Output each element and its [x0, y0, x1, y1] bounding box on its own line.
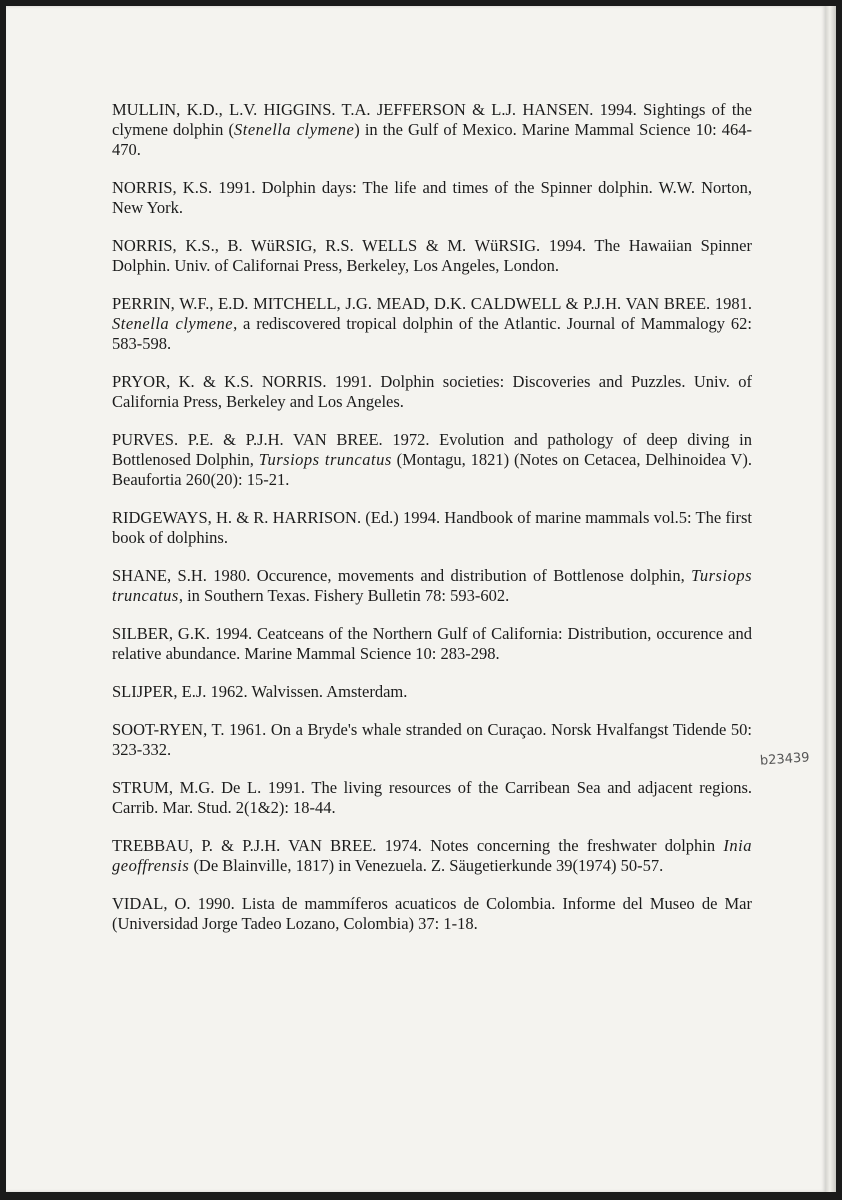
reference-entry [112, 778, 752, 818]
species-name: Tursiops truncatus [112, 566, 752, 605]
reference-text: PURVES. P.E. & P.J.H. VAN BREE. 1972. Evolution and pathology of deep diving in Bottlenosed Dolphin, [112, 430, 752, 469]
reference-entry [112, 236, 752, 276]
reference-list [112, 100, 752, 952]
reference-text: SOOT-RYEN, T. 1961. On a Bryde's whale stranded on Curaçao. Norsk Hvalfangst Tidende 50: 323-332. [112, 720, 752, 759]
reference-entry [112, 894, 752, 934]
reference-text: RIDGEWAYS, H. & R. HARRISON. (Ed.) 1994. Handbook of marine mammals vol.5: The first book of dolphins. [112, 508, 752, 547]
reference-entry [112, 720, 752, 760]
reference-entry [112, 430, 752, 490]
reference-text: NORRIS, K.S. 1991. Dolphin days: The life and times of the Spinner dolphin. W.W. Norton, New York. [112, 178, 752, 217]
reference-text: SILBER, G.K. 1994. Ceatceans of the Northern Gulf of California: Distribution, occurence and relative abundance. Marine Mammal Science 10: 283-298. [112, 624, 752, 663]
reference-entry [112, 178, 752, 218]
reference-entry [112, 508, 752, 548]
reference-entry [112, 372, 752, 412]
reference-entry [112, 682, 752, 702]
page-edge [826, 6, 836, 1192]
reference-text: PRYOR, K. & K.S. NORRIS. 1991. Dolphin societies: Discoveries and Puzzles. Univ. of California Press, Berkeley and Los Angeles. [112, 372, 752, 411]
handwritten-annotation: b23439 [759, 750, 811, 769]
species-name: Tursiops truncatus [258, 450, 392, 469]
reference-text: SLIJPER, E.J. 1962. Walvissen. Amsterdam. [112, 682, 408, 701]
reference-entry [112, 624, 752, 664]
reference-text: TREBBAU, P. & P.J.H. VAN BREE. 1974. Notes concerning the freshwater dolphin [112, 836, 724, 855]
reference-text-end: ) in the Gulf of Mexico. Marine Mammal Science 10: 464-470. [112, 120, 752, 159]
species-name: Inia geoffrensis [112, 836, 752, 875]
reference-text: STRUM, M.G. De L. 1991. The living resources of the Carribean Sea and adjacent regions. Carrib. Mar. Stud. 2(1&2): 18-44. [112, 778, 752, 817]
reference-text-end: , in Southern Texas. Fishery Bulletin 78: 593-602. [178, 586, 510, 605]
reference-text: VIDAL, O. 1990. Lista de mammíferos acuaticos de Colombia. Informe del Museo de Mar (Universidad Jorge Tadeo Lozano, Colombia) 37: 1-18. [112, 894, 752, 933]
reference-text: SHANE, S.H. 1980. Occurence, movements and distribution of Bottlenose dolphin, [112, 566, 692, 585]
reference-text: MULLIN, K.D., L.V. HIGGINS. T.A. JEFFERSON & L.J. HANSEN. 1994. Sightings of the clymene dolphin ( [112, 100, 752, 139]
reference-text: NORRIS, K.S., B. WüRSIG, R.S. WELLS & M. WüRSIG. 1994. The Hawaiian Spinner Dolphin. Univ. of Californai Press, Berkeley, Los Angeles, London. [112, 236, 752, 275]
species-name: Stenella clymene [112, 314, 234, 333]
reference-text-end: (Montagu, 1821) (Notes on Cetacea, Delhinoidea V). Beaufortia 260(20): 15-21. [112, 450, 753, 489]
reference-text-end: , a rediscovered tropical dolphin of the Atlantic. Journal of Mammalogy 62: 583-598. [112, 314, 752, 353]
reference-text: PERRIN, W.F., E.D. MITCHELL, J.G. MEAD, D.K. CALDWELL & P.J.H. VAN BREE. 1981. [112, 294, 752, 313]
reference-entry [112, 294, 752, 354]
reference-text-end: (De Blainville, 1817) in Venezuela. Z. Säugetierkunde 39(1974) 50-57. [189, 856, 664, 875]
reference-entry [112, 566, 752, 606]
reference-entry [112, 100, 752, 160]
reference-entry [112, 836, 752, 876]
species-name: Stenella clymene [233, 120, 355, 139]
